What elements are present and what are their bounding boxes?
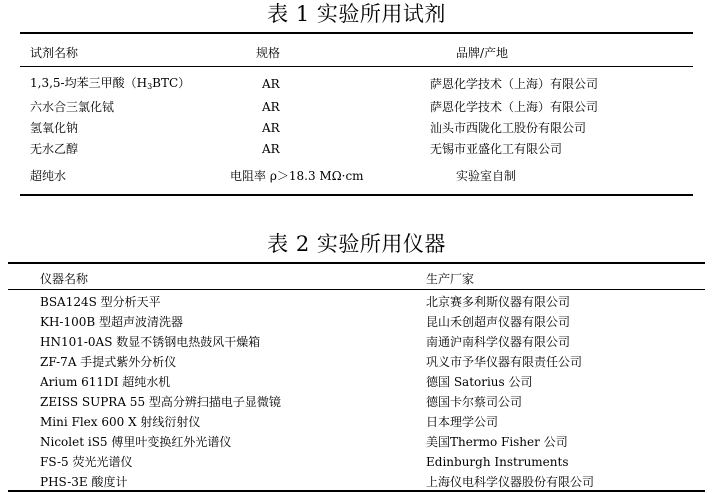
table-2-row-8-instrument: Nicolet iS5 傅里叶变换红外光谱仪 — [40, 435, 232, 449]
table-2-row-5-maker: 德国 Satorius 公司 — [426, 375, 533, 389]
table-1-row-3-reagent: 氢氧化钠 — [30, 121, 79, 135]
table-2-row-5-instrument: Arium 611DI 超纯水机 — [40, 375, 171, 389]
table-2-row-4-maker: 巩义市予华仪器有限责任公司 — [426, 355, 583, 369]
table-1-row-1-brand: 萨恩化学技术（上海）有限公司 — [430, 77, 599, 91]
table-2-row-1-instrument: BSA124S 型分析天平 — [40, 295, 161, 309]
table-2-row-8-maker: 美国Thermo Fisher 公司 — [426, 435, 568, 449]
table-2-bottom-rule — [8, 490, 705, 492]
table-1-top-rule — [20, 32, 693, 34]
table-1-header-brand: 品牌/产地 — [456, 46, 509, 60]
table-2-row-2-maker: 昆山禾创超声仪器有限公司 — [426, 315, 571, 329]
table-2-header-instrument: 仪器名称 — [40, 272, 89, 286]
table-1-header-spec: 规格 — [256, 46, 281, 60]
reagent-text-prefix: 1,3,5-均苯三甲酸（H — [30, 76, 148, 90]
table-2-row-6-instrument: ZEISS SUPRA 55 型高分辨扫描电子显微镜 — [40, 395, 281, 409]
table-2-row-7-maker: 日本理学公司 — [426, 415, 499, 429]
table-1-row-5-spec: 电阻率 ρ＞18.3 MΩ·cm — [230, 169, 364, 183]
table-1-row-3-brand: 汕头市西陇化工股份有限公司 — [430, 121, 587, 135]
table-1-row-4-reagent: 无水乙醇 — [30, 142, 79, 156]
table-1-row-4-spec: AR — [262, 142, 280, 156]
table-2-row-3-instrument: HN101-0AS 数显不锈钢电热鼓风干燥箱 — [40, 335, 261, 349]
table-2-row-4-instrument: ZF-7A 手提式紫外分析仪 — [40, 355, 177, 369]
table-2-row-3-maker: 南通沪南科学仪器有限公司 — [426, 335, 571, 349]
table-1-row-2-reagent: 六水合三氯化铽 — [30, 100, 115, 114]
table-2-row-9-maker: Edinburgh Instruments — [426, 455, 569, 469]
table-2-row-9-instrument: FS-5 荧光光谱仪 — [40, 455, 133, 469]
table-2-header-maker: 生产厂家 — [426, 272, 475, 286]
table-2-row-10-instrument: PHS-3E 酸度计 — [40, 475, 128, 489]
reagent-subscript: 3 — [147, 82, 153, 91]
table-1-row-1-reagent — [30, 75, 190, 91]
table-2-row-1-maker: 北京赛多利斯仪器有限公司 — [426, 295, 571, 309]
table-2-row-2-instrument: KH-100B 型超声波清洗器 — [40, 315, 184, 329]
table-1-row-5-reagent: 超纯水 — [30, 169, 67, 183]
reagent-text-suffix: BTC） — [152, 76, 191, 90]
table-1-row-2-brand: 萨恩化学技术（上海）有限公司 — [430, 100, 599, 114]
table-1-row-3-spec: AR — [262, 121, 280, 135]
table-2-title: 表 2 实验所用仪器 — [267, 232, 446, 256]
table-2-top-rule — [8, 262, 705, 264]
table-2-row-6-maker: 德国卡尔蔡司公司 — [426, 395, 523, 409]
table-2-row-10-maker: 上海仪电科学仪器股份有限公司 — [426, 475, 595, 489]
table-1-header-reagent: 试剂名称 — [30, 46, 79, 60]
table-1-row-2-spec: AR — [262, 100, 280, 114]
table-1-header-rule — [20, 66, 693, 67]
table-2-header-rule — [8, 289, 705, 290]
table-2-row-7-instrument: Mini Flex 600 X 射线衍射仪 — [40, 415, 201, 429]
table-1-row-4-brand: 无锡市亚盛化工有限公司 — [430, 142, 563, 156]
table-1-row-1-spec: AR — [262, 77, 280, 91]
table-1-bottom-rule — [20, 194, 693, 196]
table-1-title: 表 1 实验所用试剂 — [267, 2, 446, 26]
table-1-row-5-brand: 实验室自制 — [456, 169, 517, 183]
